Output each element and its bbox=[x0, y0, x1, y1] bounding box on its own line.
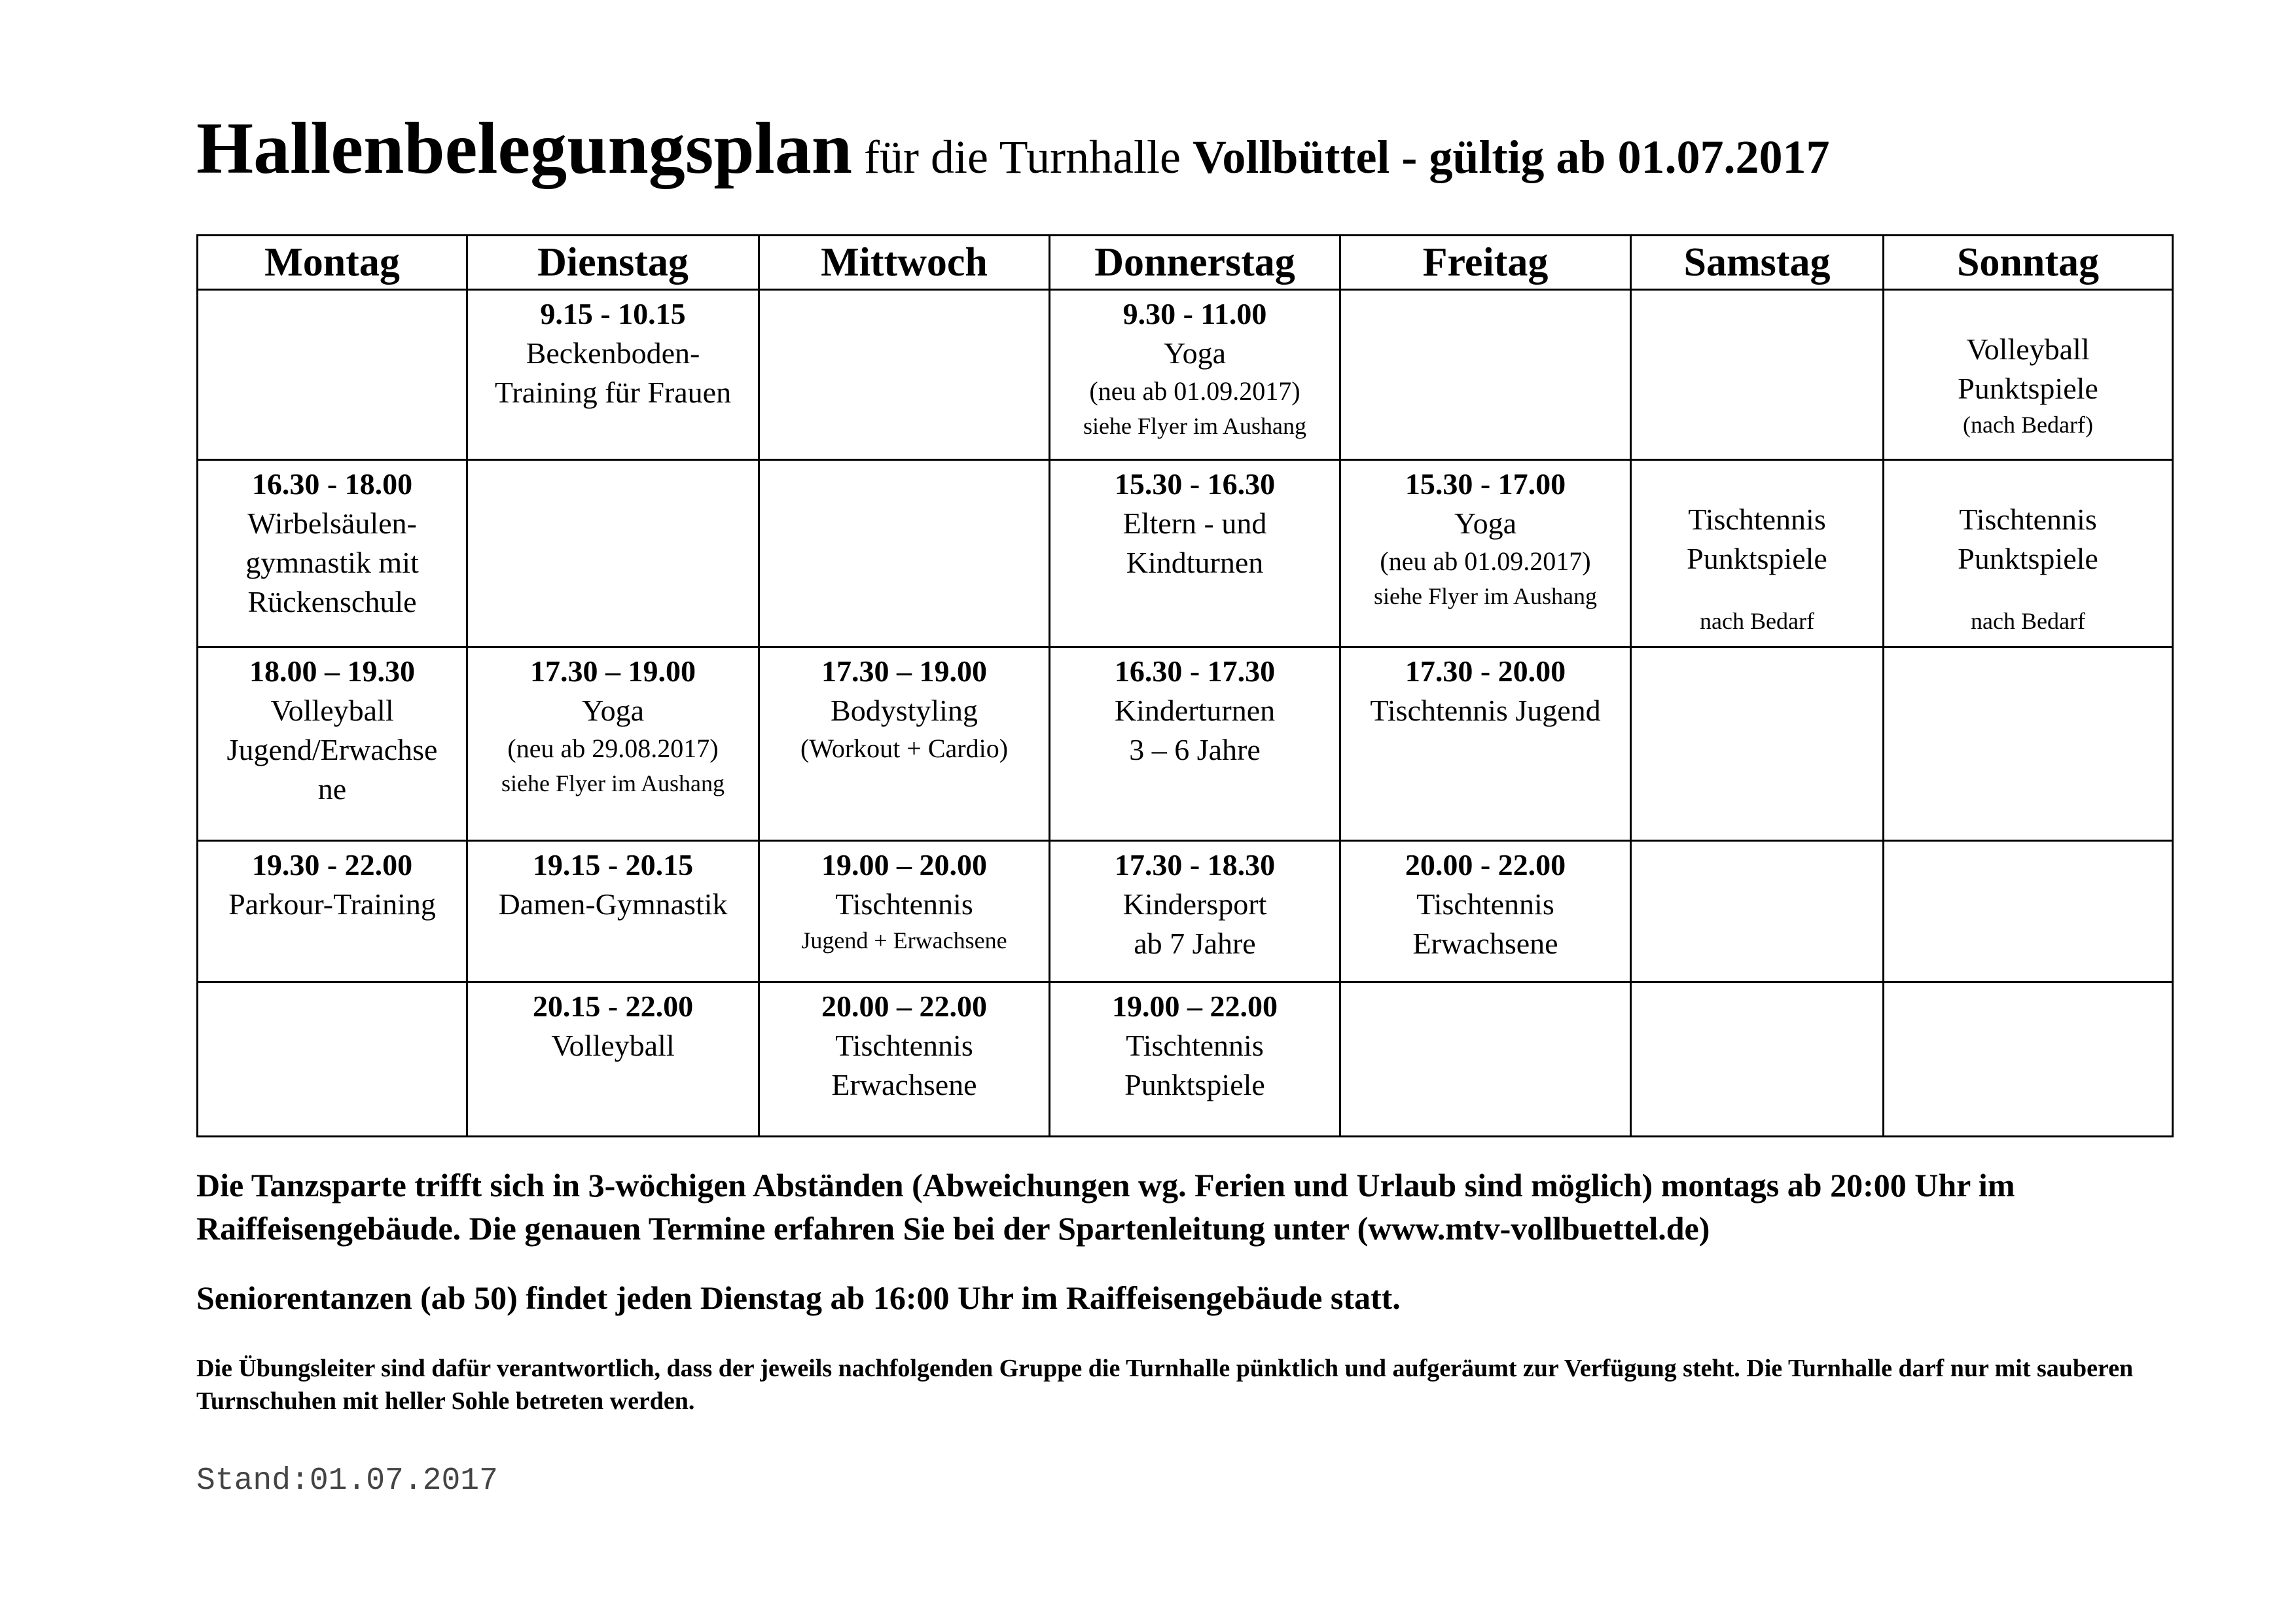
schedule-row bbox=[198, 460, 2173, 647]
page-title bbox=[196, 105, 1829, 192]
schedule-cell bbox=[467, 982, 759, 1137]
cell-activity: Tischtennis bbox=[1126, 1029, 1264, 1062]
cell-note: (Workout + Cardio) bbox=[800, 734, 1009, 763]
schedule-row bbox=[198, 647, 2173, 841]
schedule-cell bbox=[759, 460, 1050, 647]
cell-small-note: siehe Flyer im Aushang bbox=[1083, 413, 1306, 439]
schedule-cell bbox=[1631, 460, 1884, 647]
cell-activity: Yoga bbox=[1163, 336, 1227, 370]
schedule-cell bbox=[1340, 982, 1631, 1137]
cell-activity: Yoga bbox=[581, 694, 645, 727]
cell-activity: gymnastik mit bbox=[245, 546, 419, 579]
cell-time: 9.30 - 11.00 bbox=[1122, 297, 1267, 330]
cell-activity: Punktspiele bbox=[1958, 542, 2098, 575]
cell-bottom-note: nach Bedarf bbox=[1700, 608, 1814, 634]
schedule-body bbox=[198, 290, 2173, 1137]
day-header: Dienstag bbox=[467, 236, 759, 290]
cell-time: 19.00 – 20.00 bbox=[821, 848, 987, 882]
cell-time: 19.30 - 22.00 bbox=[251, 848, 413, 882]
schedule-cell bbox=[467, 647, 759, 841]
cell-activity: ab 7 Jahre bbox=[1134, 927, 1256, 960]
schedule-cell bbox=[198, 982, 467, 1137]
cell-small-note: Jugend + Erwachsene bbox=[801, 927, 1007, 954]
cell-activity: Training für Frauen bbox=[494, 376, 732, 409]
cell-small-note: siehe Flyer im Aushang bbox=[501, 770, 725, 796]
schedule-cell bbox=[467, 290, 759, 460]
stand-date: Stand:01.07.2017 bbox=[196, 1463, 498, 1499]
schedule-cell bbox=[1884, 841, 2173, 982]
cell-time: 17.30 - 18.30 bbox=[1114, 848, 1276, 882]
schedule-cell bbox=[759, 290, 1050, 460]
schedule-cell bbox=[198, 290, 467, 460]
schedule-cell bbox=[1340, 841, 1631, 982]
schedule-cell bbox=[1631, 290, 1884, 460]
cell-activity: Punktspiele bbox=[1124, 1068, 1265, 1101]
cell-time: 17.30 - 20.00 bbox=[1405, 654, 1566, 688]
day-header: Freitag bbox=[1340, 236, 1631, 290]
title-end: Vollbüttel - gültig ab 01.07.2017 bbox=[1193, 131, 1830, 183]
cell-time: 20.00 - 22.00 bbox=[1405, 848, 1566, 882]
schedule-cell bbox=[1631, 841, 1884, 982]
cell-note: (neu ab 29.08.2017) bbox=[507, 734, 719, 763]
cell-activity: Erwachsene bbox=[1412, 927, 1558, 960]
cell-activity: Tischtennis bbox=[1688, 503, 1826, 536]
schedule-cell bbox=[1884, 290, 2173, 460]
schedule-cell bbox=[467, 841, 759, 982]
cell-activity: Parkour-Training bbox=[228, 887, 436, 921]
cell-time: 9.15 - 10.15 bbox=[540, 297, 686, 330]
schedule-cell bbox=[1884, 460, 2173, 647]
cell-activity: ne bbox=[317, 772, 347, 806]
cell-activity: Tischtennis bbox=[1416, 887, 1554, 921]
cell-time: 18.00 – 19.30 bbox=[249, 654, 415, 688]
schedule-cell bbox=[198, 460, 467, 647]
schedule-cell bbox=[1050, 460, 1340, 647]
cell-time: 20.15 - 22.00 bbox=[532, 990, 694, 1023]
cell-activity: Punktspiele bbox=[1687, 542, 1827, 575]
cell-small-note: siehe Flyer im Aushang bbox=[1374, 583, 1597, 609]
schedule-row bbox=[198, 982, 2173, 1137]
schedule-cell bbox=[759, 647, 1050, 841]
cell-time: 19.15 - 20.15 bbox=[532, 848, 694, 882]
cell-activity: Volleyball bbox=[1966, 332, 2090, 366]
cell-time: 19.00 – 22.00 bbox=[1112, 990, 1278, 1023]
cell-time: 16.30 - 18.00 bbox=[251, 467, 413, 501]
note-regeln: Die Übungsleiter sind dafür verantwortlich, dass der jeweils nachfolgenden Gruppe die Turnhalle pünktlich und aufgeräumt zur Verfügung steht. Die Turnhalle darf nur mit sauberen Turnschuhen mit heller Sohle betreten werden. bbox=[196, 1355, 2134, 1415]
day-header: Samstag bbox=[1631, 236, 1884, 290]
cell-activity: Volleyball bbox=[551, 1029, 675, 1062]
schedule-cell bbox=[1340, 290, 1631, 460]
cell-bottom-note: nach Bedarf bbox=[1971, 608, 2085, 634]
cell-activity: Erwachsene bbox=[831, 1068, 977, 1101]
schedule-cell bbox=[1050, 841, 1340, 982]
cell-activity: Kinderturnen bbox=[1114, 694, 1276, 727]
cell-activity: Volleyball bbox=[270, 694, 394, 727]
cell-activity: Beckenboden- bbox=[526, 336, 700, 370]
cell-activity: Rückenschule bbox=[247, 585, 417, 618]
cell-activity: Tischtennis bbox=[835, 1029, 973, 1062]
cell-activity: Tischtennis Jugend bbox=[1370, 694, 1601, 727]
schedule-cell bbox=[198, 647, 467, 841]
schedule-table bbox=[196, 234, 2174, 1137]
cell-activity: Wirbelsäulen- bbox=[247, 507, 417, 540]
cell-activity: Punktspiele bbox=[1958, 372, 2098, 405]
schedule-cell bbox=[198, 841, 467, 982]
cell-activity: Bodystyling bbox=[831, 694, 978, 727]
cell-activity: 3 – 6 Jahre bbox=[1129, 733, 1261, 766]
cell-activity: Tischtennis bbox=[1959, 503, 2097, 536]
cell-activity: Tischtennis bbox=[835, 887, 973, 921]
day-header: Donnerstag bbox=[1050, 236, 1340, 290]
cell-activity: Kindturnen bbox=[1126, 546, 1264, 579]
cell-note: (neu ab 01.09.2017) bbox=[1380, 546, 1591, 576]
cell-activity: Jugend/Erwachse bbox=[226, 733, 438, 766]
schedule-row bbox=[198, 841, 2173, 982]
schedule-row bbox=[198, 290, 2173, 460]
cell-time: 17.30 – 19.00 bbox=[821, 654, 987, 688]
cell-time: 16.30 - 17.30 bbox=[1114, 654, 1276, 688]
cell-activity: Kindersport bbox=[1122, 887, 1267, 921]
cell-activity: Eltern - und bbox=[1122, 507, 1267, 540]
cell-time: 15.30 - 16.30 bbox=[1114, 467, 1276, 501]
schedule-cell bbox=[467, 460, 759, 647]
title-main: Hallenbelegungsplan bbox=[196, 108, 853, 189]
schedule-cell bbox=[759, 982, 1050, 1137]
schedule-cell bbox=[1884, 647, 2173, 841]
schedule-cell bbox=[1340, 460, 1631, 647]
cell-time: 20.00 – 22.00 bbox=[821, 990, 987, 1023]
header-row bbox=[198, 236, 2173, 290]
schedule-cell bbox=[1631, 647, 1884, 841]
schedule-cell bbox=[759, 841, 1050, 982]
cell-activity: Damen-Gymnastik bbox=[498, 887, 728, 921]
cell-activity: Yoga bbox=[1454, 507, 1517, 540]
cell-small-note: (nach Bedarf) bbox=[1963, 412, 2093, 438]
cell-note: (neu ab 01.09.2017) bbox=[1089, 376, 1300, 406]
schedule-cell bbox=[1884, 982, 2173, 1137]
cell-time: 15.30 - 17.00 bbox=[1405, 467, 1566, 501]
schedule-cell bbox=[1631, 982, 1884, 1137]
schedule-cell bbox=[1050, 290, 1340, 460]
day-header: Montag bbox=[198, 236, 467, 290]
schedule-cell bbox=[1050, 647, 1340, 841]
note-seniorentanzen: Seniorentanzen (ab 50) findet jeden Dienstag ab 16:00 Uhr im Raiffeisengebäude statt. bbox=[196, 1279, 1401, 1316]
day-header: Sonntag bbox=[1884, 236, 2173, 290]
cell-time: 17.30 – 19.00 bbox=[530, 654, 696, 688]
schedule-cell bbox=[1340, 647, 1631, 841]
day-header: Mittwoch bbox=[759, 236, 1050, 290]
note-tanzsparte: Die Tanzsparte trifft sich in 3-wöchigen Abständen (Abweichungen wg. Ferien und Urlaub sind möglich) montags ab 20:00 Uhr im Raiffeisengebäude. Die genauen Termine erfahren Sie bei der Spartenleitung unter (www.mtv-vollbuettel.de) bbox=[196, 1167, 2015, 1247]
schedule-cell bbox=[1050, 982, 1340, 1137]
title-middle: für die Turnhalle bbox=[852, 131, 1193, 183]
